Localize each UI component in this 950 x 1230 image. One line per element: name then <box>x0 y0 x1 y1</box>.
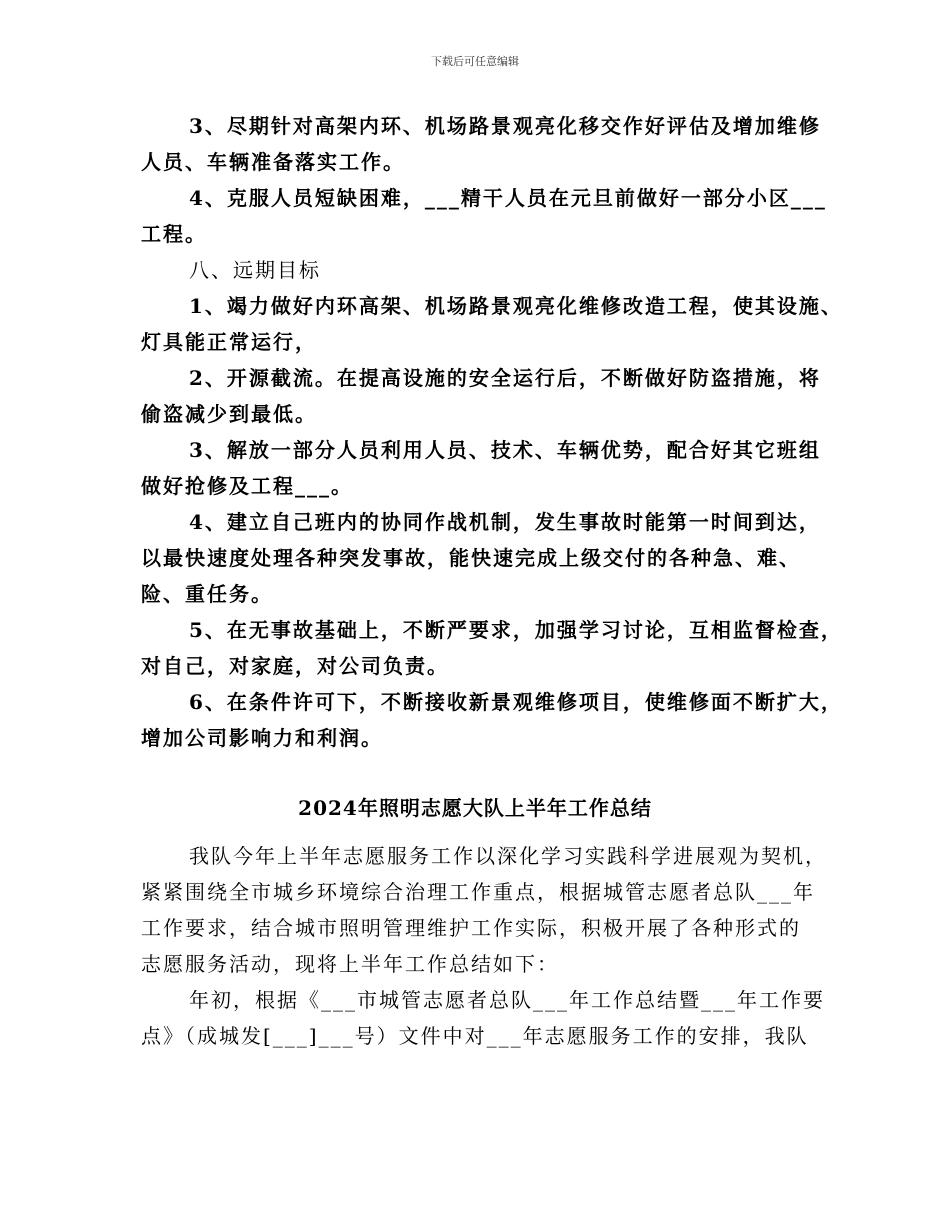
section-summary <box>141 838 831 1054</box>
page-header: 下载后可任意编辑 <box>431 55 519 68</box>
paragraph-line: 6、在条件许可下，不断接收新景观维修项目，使维修面不断扩大， <box>189 690 843 714</box>
paragraph-line: 增加公司影响力和利润。 <box>141 726 383 750</box>
paragraph-line: 工程。 <box>141 222 207 246</box>
paragraph-line: 5、在无事故基础上，不断严要求，加强学习讨论，互相监督检查， <box>189 618 843 642</box>
section-heading: 八、远期目标 <box>189 258 321 282</box>
paragraph-line: 对自己，对家庭，对公司负责。 <box>141 654 449 678</box>
paragraph-line: 2、开源截流。在提高设施的安全运行后，不断做好防盗措施，将 <box>189 366 821 390</box>
paragraph-line: 人员、车辆准备落实工作。 <box>141 150 405 174</box>
paragraph-line: 紧紧围绕全市城乡环境综合治理工作重点，根据城管志愿者总队___年 <box>141 880 815 904</box>
document-title: 2024年照明志愿大队上半年工作总结 <box>298 796 652 820</box>
paragraph-line: 年初，根据《___市城管志愿者总队___年工作总结暨___年工作要 <box>189 988 825 1012</box>
paragraph-line: 灯具能正常运行， <box>141 330 317 354</box>
paragraph-line: 3、解放一部分人员利用人员、技术、车辆优势，配合好其它班组 <box>189 438 821 462</box>
paragraph-line: 点》（成城发[___]___号）文件中对___年志愿服务工作的安排，我队 <box>141 1024 809 1048</box>
paragraph-line: 工作要求，结合城市照明管理维护工作实际，积极开展了各种形式的 <box>141 916 801 940</box>
paragraph-line: 4、建立自己班内的协同作战机制，发生事故时能第一时间到达， <box>189 510 821 534</box>
paragraph-line: 3、尽期针对高架内环、机场路景观亮化移交作好评估及增加维修 <box>189 114 821 138</box>
paragraph-line: 做好抢修及工程___。 <box>141 474 353 498</box>
paragraph-line: 偷盗减少到最低。 <box>141 402 317 426</box>
paragraph-line: 4、克服人员短缺困难，___精干人员在元旦前做好一部分小区___ <box>189 186 827 210</box>
paragraph-line: 志愿服务活动，现将上半年工作总结如下： <box>141 952 559 976</box>
paragraph-line: 我队今年上半年志愿服务工作以深化学习实践科学进展观为契机， <box>189 844 827 868</box>
section-goals <box>141 108 843 756</box>
paragraph-line: 1、竭力做好内环高架、机场路景观亮化维修改造工程，使其设施、 <box>189 294 843 318</box>
paragraph-line: 险、重任务。 <box>141 582 273 606</box>
paragraph-line: 以最快速度处理各种突发事故，能快速完成上级交付的各种急、难、 <box>141 546 801 570</box>
